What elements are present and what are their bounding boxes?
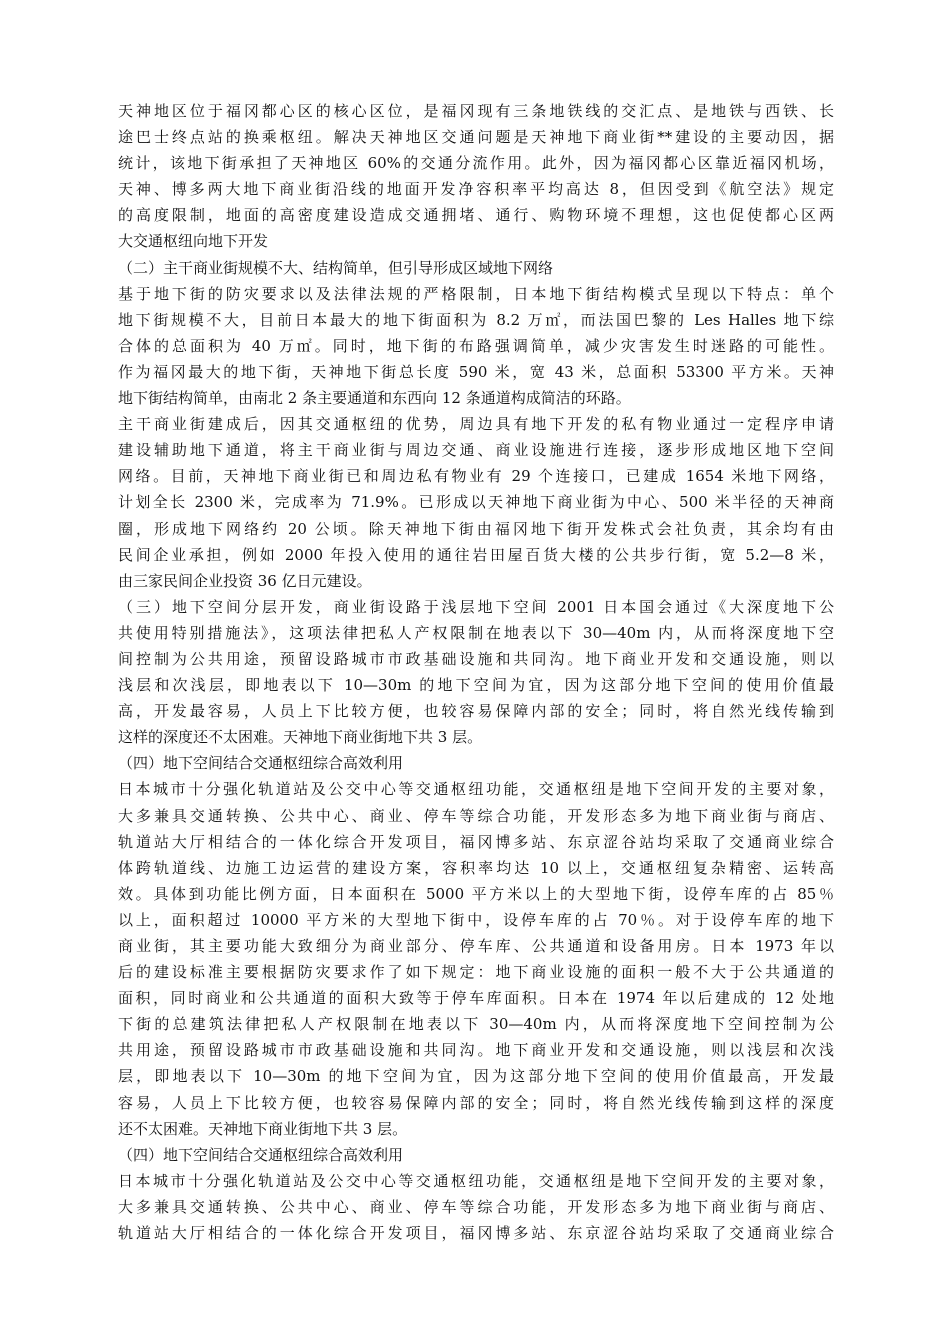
section-heading: （四）地下空间结合交通枢纽综合高效利用 [118,1145,404,1164]
text-line: 还不太困难。天神地下商业街地下共 3 层。 [118,1119,408,1138]
text-line: 途巴士终点站的换乘枢纽。解决天神地区交通问题是天神地下商业街**建设的主要动因，据 [118,128,834,147]
text-line: 高，开发最容易，人员上下比较方便，也较容易保障内部的安全；同时，将自然光线传输到 [118,702,834,721]
text-line: 建设辅助地下通道，将主干商业街与周边交通、商业设施进行连接，逐步形成地区地下空间 [118,441,834,460]
text-line: 合体的总面积为 40 万㎡。同时，地下街的布路强调简单，减少灾害发生时迷路的可能性。 [118,336,834,355]
text-line: 以上，面积超过 10000 平方米的大型地下街中，设停车库的占 70％。对于设停车库的地下 [118,910,834,929]
section-heading: （四）地下空间结合交通枢纽综合高效利用 [118,754,404,773]
text-line: 日本城市十分强化轨道站及公交中心等交通枢纽功能，交通枢纽是地下空间开发的主要对象， [118,780,834,799]
section-heading: （三）地下空间分层开发，商业街设路于浅层地下空间 2001 日本国会通过《大深度地下公 [118,597,834,616]
text-line: 作为福冈最大的地下街，天神地下街总长度 590 米，宽 43 米，总面积 53300 平方米。天神 [118,362,834,381]
text-line: 共用途，预留设路城市市政基础设施和共同沟。地下商业开发和交通设施，则以浅层和次浅 [118,1041,834,1060]
text-line: 大多兼具交通转换、公共中心、商业、停车等综合功能，开发形态多为地下商业街与商店、 [118,806,834,825]
text-line: 基于地下街的防灾要求以及法律法规的严格限制，日本地下街结构模式呈现以下特点：单个 [118,284,834,303]
text-line: 日本城市十分强化轨道站及公交中心等交通枢纽功能，交通枢纽是地下空间开发的主要对象， [118,1171,834,1190]
text-line: 圈，形成地下网络约 20 公顷。除天神地下街由福冈地下街开发株式会社负责，其余均有由 [118,519,834,538]
text-line: 天神、博多两大地下商业街沿线的地面开发净容积率平均高达 8，但因受到《航空法》规定 [118,180,834,199]
text-line: 效。具体到功能比例方面，日本面积在 5000 平方米以上的大型地下街，设停车库的占 85％ [118,884,834,903]
text-line: 容易，人员上下比较方便，也较容易保障内部的安全；同时，将自然光线传输到这样的深度 [118,1093,834,1112]
text-line: 体跨轨道线、边施工边运营的建设方案，容积率均达 10 以上，交通枢纽复杂精密、运转高 [118,858,834,877]
text-line: 轨道站大厅相结合的一体化综合开发项目，福冈博多站、东京涩谷站均采取了交通商业综合 [118,1224,834,1243]
text-line: 间控制为公共用途，预留设路城市市政基础设施和共同沟。地下商业开发和交通设施，则以 [118,649,834,668]
text-line: 下街的总建筑法律把私人产权限制在地表以下 30—40m 内，从而将深度地下空间控制为公 [118,1015,834,1034]
text-line: 网络。目前，天神地下商业街已和周边私有物业有 29 个连接口，已建成 1654 米地下网络， [118,467,834,486]
text-line: 地下街结构简单，由南北 2 条主要通道和东西向 12 条通道构成简洁的环路。 [118,389,631,408]
text-line: 民间企业承担，例如 2000 年投入使用的通往岩田屋百货大楼的公共步行街，宽 5.2—8 米， [118,545,834,564]
text-line: 后的建设标准主要根据防灾要求作了如下规定：地下商业设施的面积一般不大于公共通道的 [118,963,834,982]
section-heading: （二）主干商业街规模不大、结构简单，但引导形成区域地下网络 [118,258,554,277]
text-line: 主干商业街建成后，因其交通枢纽的优势，周边具有地下开发的私有物业通过一定程序申请 [118,415,834,434]
text-line: 天神地区位于福冈都心区的核心区位，是福冈现有三条地铁线的交汇点、是地铁与西铁、长 [118,102,834,120]
text-line: 大多兼具交通转换、公共中心、商业、停车等综合功能，开发形态多为地下商业街与商店、 [118,1197,834,1216]
text-line: 统计，该地下街承担了天神地区 60%的交通分流作用。此外，因为福冈都心区靠近福冈机场， [118,154,834,173]
text-line: 面积，同时商业和公共通道的面积大致等于停车库面积。日本在 1974 年以后建成的 12 处地 [118,989,834,1008]
text-line: 的高度限制，地面的高密度建设造成交通拥堵、通行、购物环境不理想，这也促使都心区两 [118,206,834,225]
document-body [118,98,834,1246]
text-line: 地下街规模不大，目前日本最大的地下街面积为 8.2 万㎡，而法国巴黎的 Les Halles 地下综 [118,310,834,329]
text-line: 这样的深度还不太困难。天神地下商业街地下共 3 层。 [118,728,483,747]
text-line: 共使用特别措施法》，这项法律把私人产权限制在地表以下 30—40m 内，从而将深度地下空 [118,623,834,642]
text-line: 计划全长 2300 米，完成率为 71.9%。已形成以天神地下商业街为中心、500 米半径的天神商 [118,493,834,512]
text-line: 浅层和次浅层，即地表以下 10—30m 的地下空间为宜，因为这部分地下空间的使用价值最 [118,676,834,695]
text-line: 由三家民间企业投资 36 亿日元建设。 [118,571,372,590]
text-line: 层，即地表以下 10—30m 的地下空间为宜，因为这部分地下空间的使用价值最高，开发最 [118,1067,834,1086]
text-line: 商业街，其主要功能大致细分为商业部分、停车库、公共通道和设备用房。日本 1973 年以 [118,937,834,955]
text-line: 大交通枢纽向地下开发 [118,232,269,251]
text-line: 轨道站大厅相结合的一体化综合开发项目，福冈博多站、东京涩谷站均采取了交通商业综合 [118,832,834,851]
